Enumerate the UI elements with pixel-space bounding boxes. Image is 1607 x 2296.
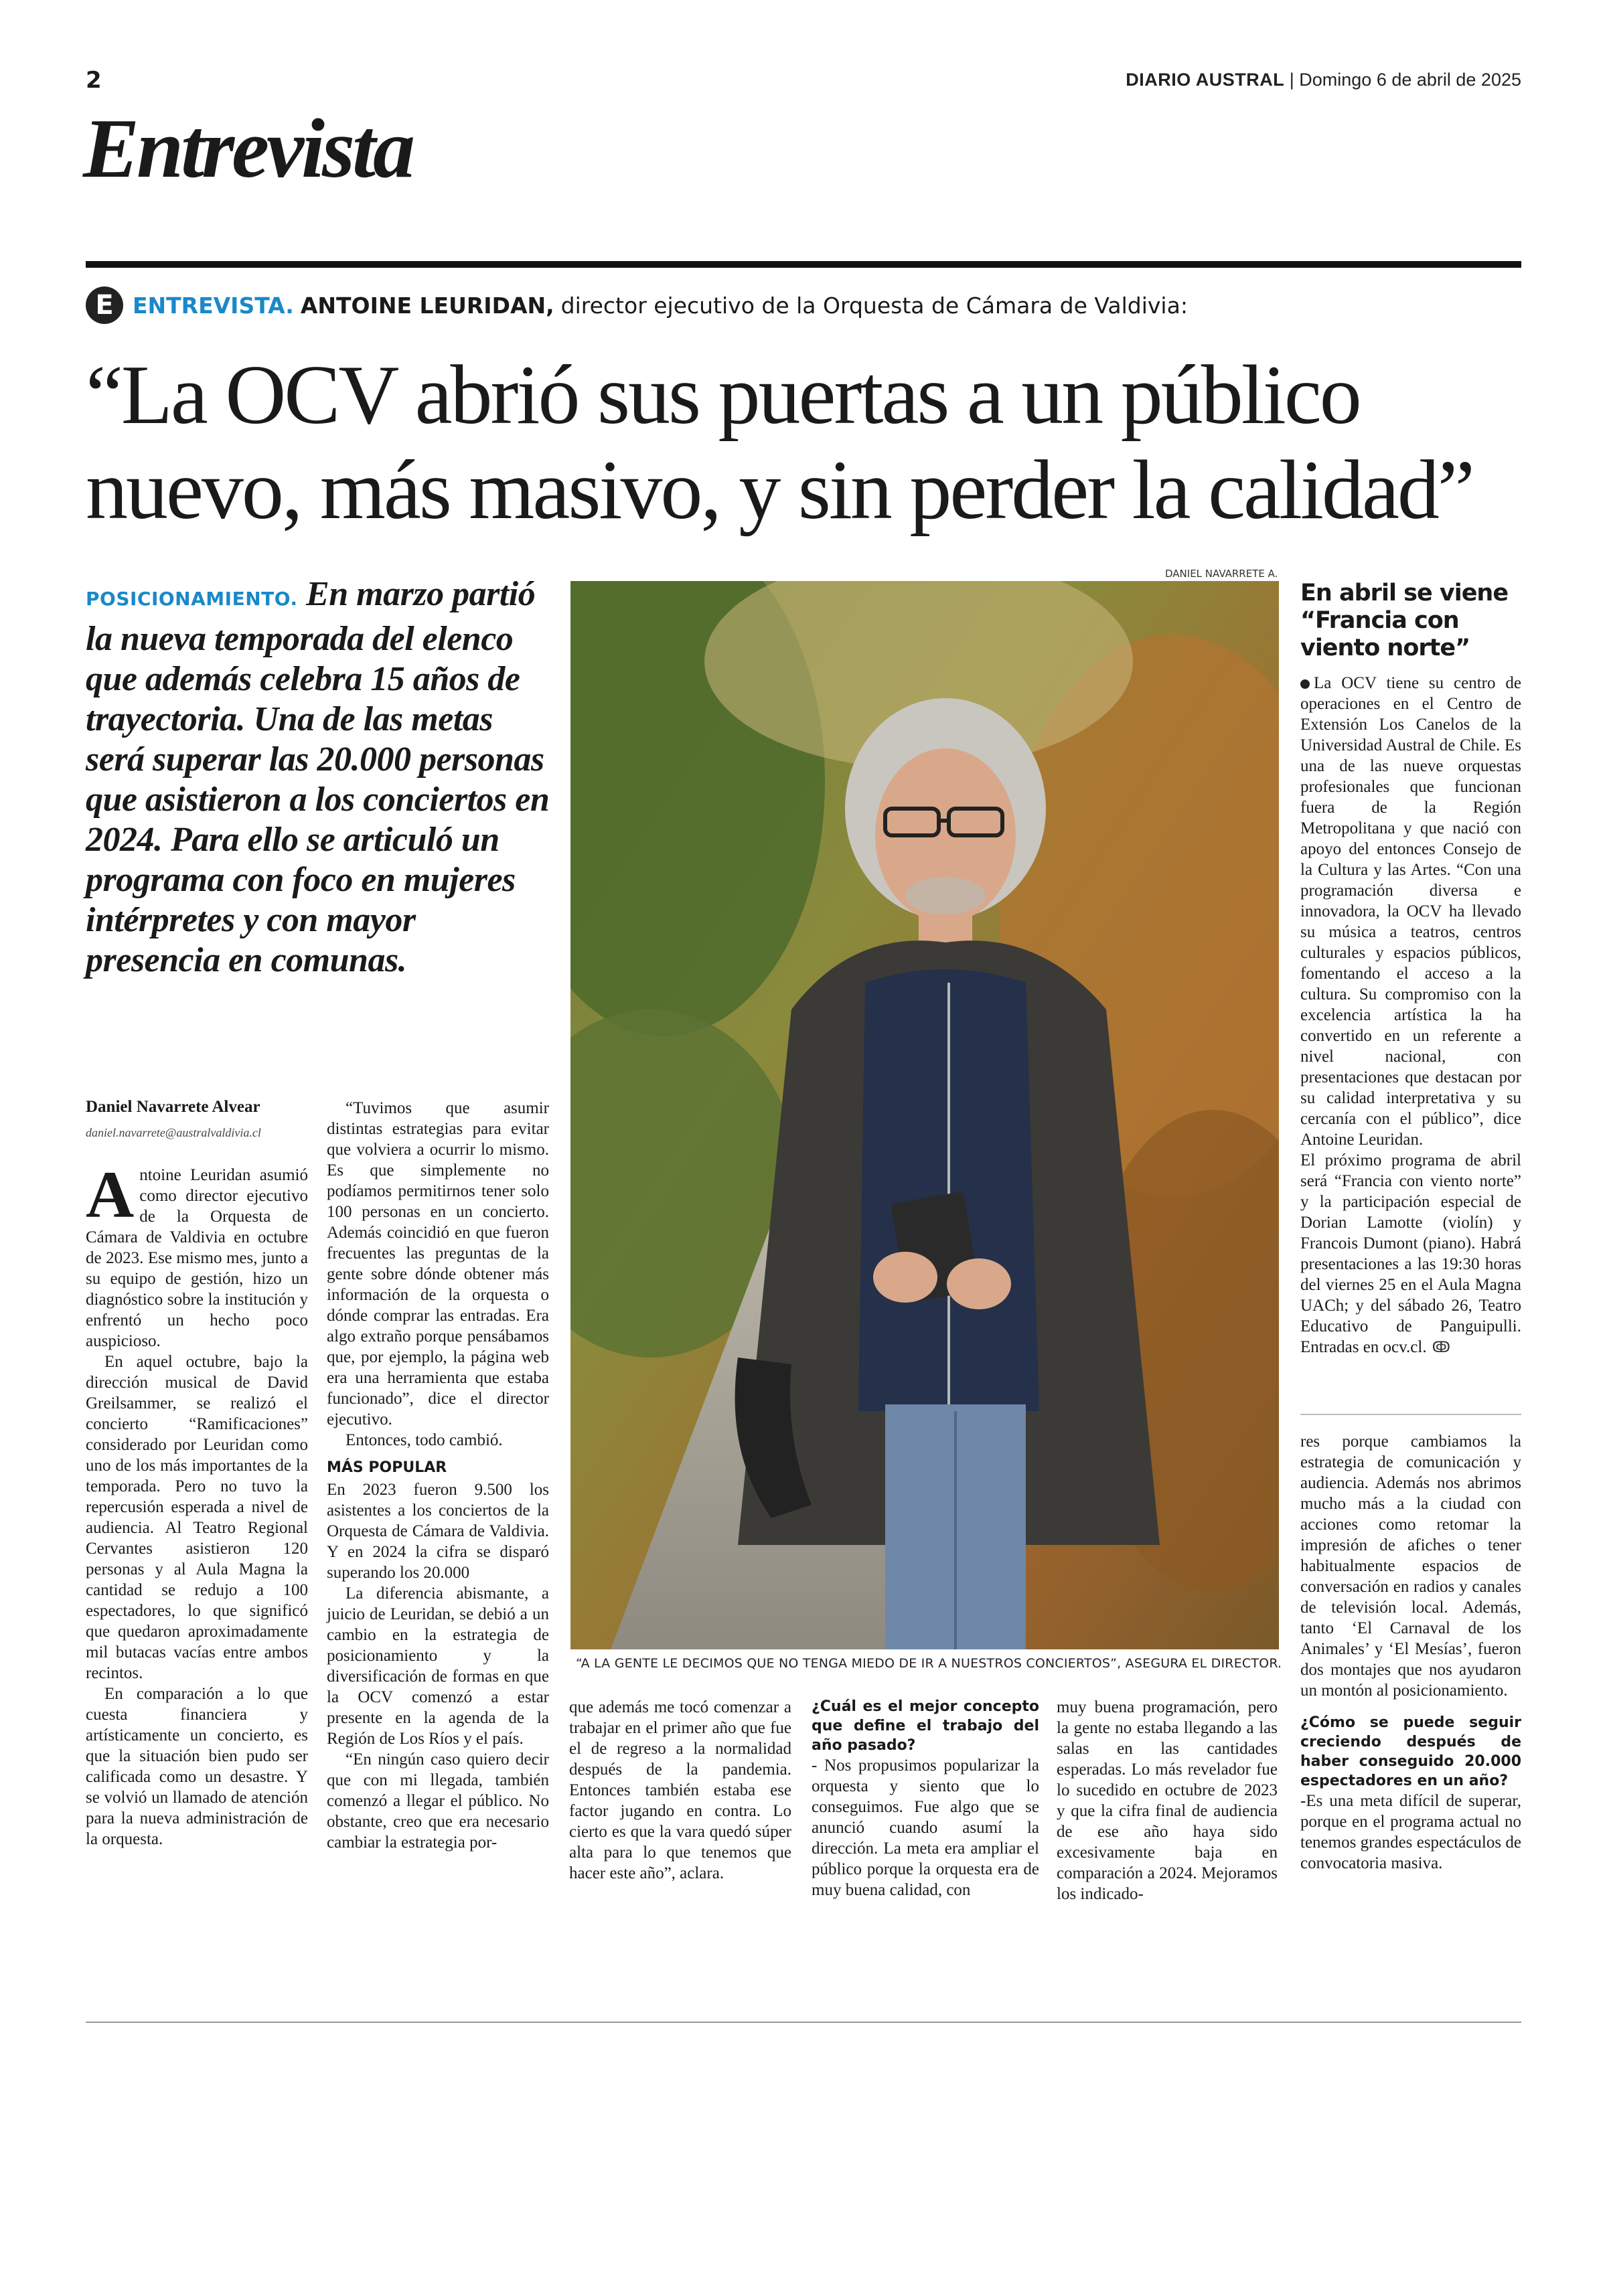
kicker-role: director ejecutivo de la Orquesta de Cámara de Valdivia: — [560, 292, 1188, 319]
section-title: Entrevista — [83, 102, 413, 195]
article-paragraph: En 2023 fueron 9.500 los asistentes a los conciertos de la Orquesta de Cámara de Valdivia. Y en 2024 la cifra se disparó superando los 20.000 — [327, 1481, 549, 1582]
byline-email[interactable]: daniel.navarrete@australvaldivia.cl — [86, 1126, 261, 1139]
sidebar-paragraph — [1300, 673, 1521, 1150]
photo-credit: DANIEL NAVARRETE A. — [1165, 568, 1278, 580]
byline-author: Daniel Navarrete Alvear — [86, 1098, 260, 1116]
portrait-photo — [570, 581, 1279, 1649]
sidebar-paragraph-text: El próximo programa de abril será “Francia con viento norte” y la participación especial de Dorian Lamotte (violín) y Francois Dumont (piano). Habrá presentaciones a las 19:30 horas del viernes 25 en el Aula Magna UACh; y del sábado 26, Teatro Educativo de Panguipulli. Entradas en ocv.cl. — [1300, 1151, 1521, 1356]
lede — [86, 574, 554, 981]
article-column-3 — [569, 1697, 791, 1884]
article-paragraph: En aquel octubre, bajo la dirección musical de David Greilsammer, se realizó el concierto “Ramificaciones” considerado por Leuridan como uno de los más importantes de la temporada. Pero no tuvo la repercusión esperada a nivel de audiencia. Al Teatro Regional Cervantes asistieron 120 personas y al Aula Magna la cantidad se redujo a 100 espectadores, lo que significó que quedaron aproximadamente mil butacas vacías entre ambos recintos. — [86, 1353, 308, 1682]
sidebar-paragraph — [1300, 1150, 1521, 1358]
kicker — [86, 286, 1188, 324]
masthead — [1126, 70, 1521, 90]
subhead: MÁS POPULAR — [327, 1459, 447, 1476]
headline — [86, 348, 1532, 538]
article-paragraph: Entonces, todo cambió. — [346, 1431, 503, 1449]
kicker-label: ENTREVISTA. — [133, 292, 294, 319]
sidebar-divider — [1300, 1414, 1521, 1415]
article-column-1 — [86, 1157, 308, 1850]
interview-badge-icon: E — [86, 286, 123, 324]
article-column-5 — [1057, 1697, 1278, 1904]
interview-answer: muy buena programación, pero la gente no estaba llegando a las salas en las cantidades esperadas. Lo más revelador fue lo sucedido en octubre de 2023 y que la cifra final de audiencia de ese año haya sido excesivamente baja en comparación a 2024. Mejoramos los indicado- — [1057, 1698, 1278, 1903]
issue-date: | Domingo 6 de abril de 2025 — [1289, 70, 1521, 90]
article-paragraph: En comparación a lo que cuesta financiera y artísticamente un concierto, es que la situación bien pudo ser calificada como un desastre. Y se volvió un llamado de atención para la nueva administración de la orquesta. — [86, 1685, 308, 1848]
top-rule — [86, 261, 1521, 268]
bottom-rule — [86, 2022, 1521, 2023]
end-mark-icon: ↂ — [1432, 1339, 1450, 1356]
sidebar-paragraph-text: La OCV tiene su centro de operaciones en el Centro de Extensión Los Canelos de la Universidad Austral de Chile. Es una de las nueve orquestas profesionales que funcionan fuera de la Región Metropolitana y que nació con apoyo del entonces Consejo de la Cultura y las Artes. “Con una programación diversa e innovadora, la OCV ha llevado su música a teatros, centros culturales y espacios públicos, fomentando el acceso a la cultura. Su compromiso con la excelencia artística la ha convertido en un referente a nivel nacional, con presentaciones que destacan por su calidad interpretativa y su cercanía con el público”, dice Antoine Leuridan. — [1300, 674, 1521, 1149]
headline-line-1: “La OCV abrió sus puertas a un público — [86, 349, 1360, 442]
interview-answer: - Nos propusimos popularizar la orquesta y siento que lo conseguimos. Fue algo que se anunció cuando asumí la dirección. La meta era ampliar el público porque la orquesta era de muy buena calidad, con — [812, 1756, 1039, 1899]
page-number: 2 — [86, 67, 102, 94]
photo-caption: “A LA GENTE LE DECIMOS QUE NO TENGA MIEDO DE IR A NUESTROS CONCIERTOS”, ASEGURA EL DIRECTOR. — [576, 1656, 1282, 1671]
sidebar-title: En abril se viene “Francia con viento norte” — [1300, 580, 1509, 661]
article-column-2 — [327, 1098, 549, 1853]
article-paragraph: “Tuvimos que asumir distintas estrategias para evitar que volviera a ocurrir lo mismo. Es que simplemente no podíamos permitirnos tener solo 100 personas en un concierto. Además coincidió en que fueron frecuentes las preguntas de la gente sobre dónde obtener más información de la orquesta o dónde comprar las entradas. Era algo extraño porque pensábamos que, por ejemplo, la página web era una herramienta que estaba funcionado”, dice el director ejecutivo. — [327, 1099, 549, 1428]
sidebar-body — [1300, 673, 1521, 1358]
interview-answer: res porque cambiamos la estrategia de comunicación y audiencia. Además nos abrimos mucho más a la ciudad con acciones como retomar la impresión de afiches o tener habitualmente espacios de conversación en radios y canales de televisión local. Además, tanto ‘El Carnaval de los Animales’ y ‘El Mesías’, fueron dos montajes que nos ayudaron un montón al posicionamiento. — [1300, 1432, 1521, 1700]
kicker-name: ANTOINE LEURIDAN, — [300, 292, 554, 319]
article-column-6 — [1300, 1431, 1521, 1874]
interview-question: ¿Cómo se puede seguir creciendo después de haber conseguido 20.000 espectadores en un año? — [1300, 1714, 1521, 1789]
dropcap: A — [86, 1157, 135, 1232]
article-paragraph: que además me tocó comenzar a trabajar en el primer año que fue el de regreso a la normalidad después de la pandemia. Entonces también estaba ese factor jugando en contra. Lo cierto es que la vara quedó súper alta para lo que tenemos que hacer este año”, aclara. — [569, 1698, 791, 1882]
lede-text: En marzo partió la nueva temporada del elenco que además celebra 15 años de trayectoria. Una de las metas será superar las 20.000 personas que asistieron a los conciertos en 2024. Para ello se articuló un programa con foco en mujeres intérpretes y con mayor presencia en comunas. — [86, 575, 550, 979]
article-paragraph: “En ningún caso quiero decir que con mi llegada, también comenzó a llegar el público. No obstante, creo que era necesario cambiar la estrategia por- — [327, 1750, 549, 1852]
lede-label: POSICIONAMIENTO. — [86, 588, 298, 610]
interview-answer: -Es una meta difícil de superar, porque en el programa actual no tenemos grandes espectáculos de convocatoria masiva. — [1300, 1792, 1521, 1872]
headline-line-2: nuevo, más masivo, y sin perder la calidad” — [86, 444, 1473, 537]
interview-question: ¿Cuál es el mejor concepto que define el trabajo del año pasado? — [812, 1698, 1039, 1754]
article-paragraph: La diferencia abismante, a juicio de Leuridan, se debió a un cambio en la estrategia de posicionamiento y la diversificación de formas en que la OCV comenzó a estar presente en la agenda de la Región de Los Ríos y el país. — [327, 1584, 549, 1748]
article-paragraph: ntoine Leuridan asumió como director ejecutivo de la Orquesta de Cámara de Valdivia en octubre de 2023. Ese mismo mes, junto a su equipo de gestión, hizo un diagnóstico sobre la institución y enfrentó un hecho poco auspicioso. — [86, 1166, 308, 1350]
publication-name: DIARIO AUSTRAL — [1126, 70, 1285, 90]
portrait-illustration — [570, 581, 1279, 1649]
bullet-icon — [1300, 679, 1310, 689]
article-column-4 — [812, 1697, 1039, 1900]
